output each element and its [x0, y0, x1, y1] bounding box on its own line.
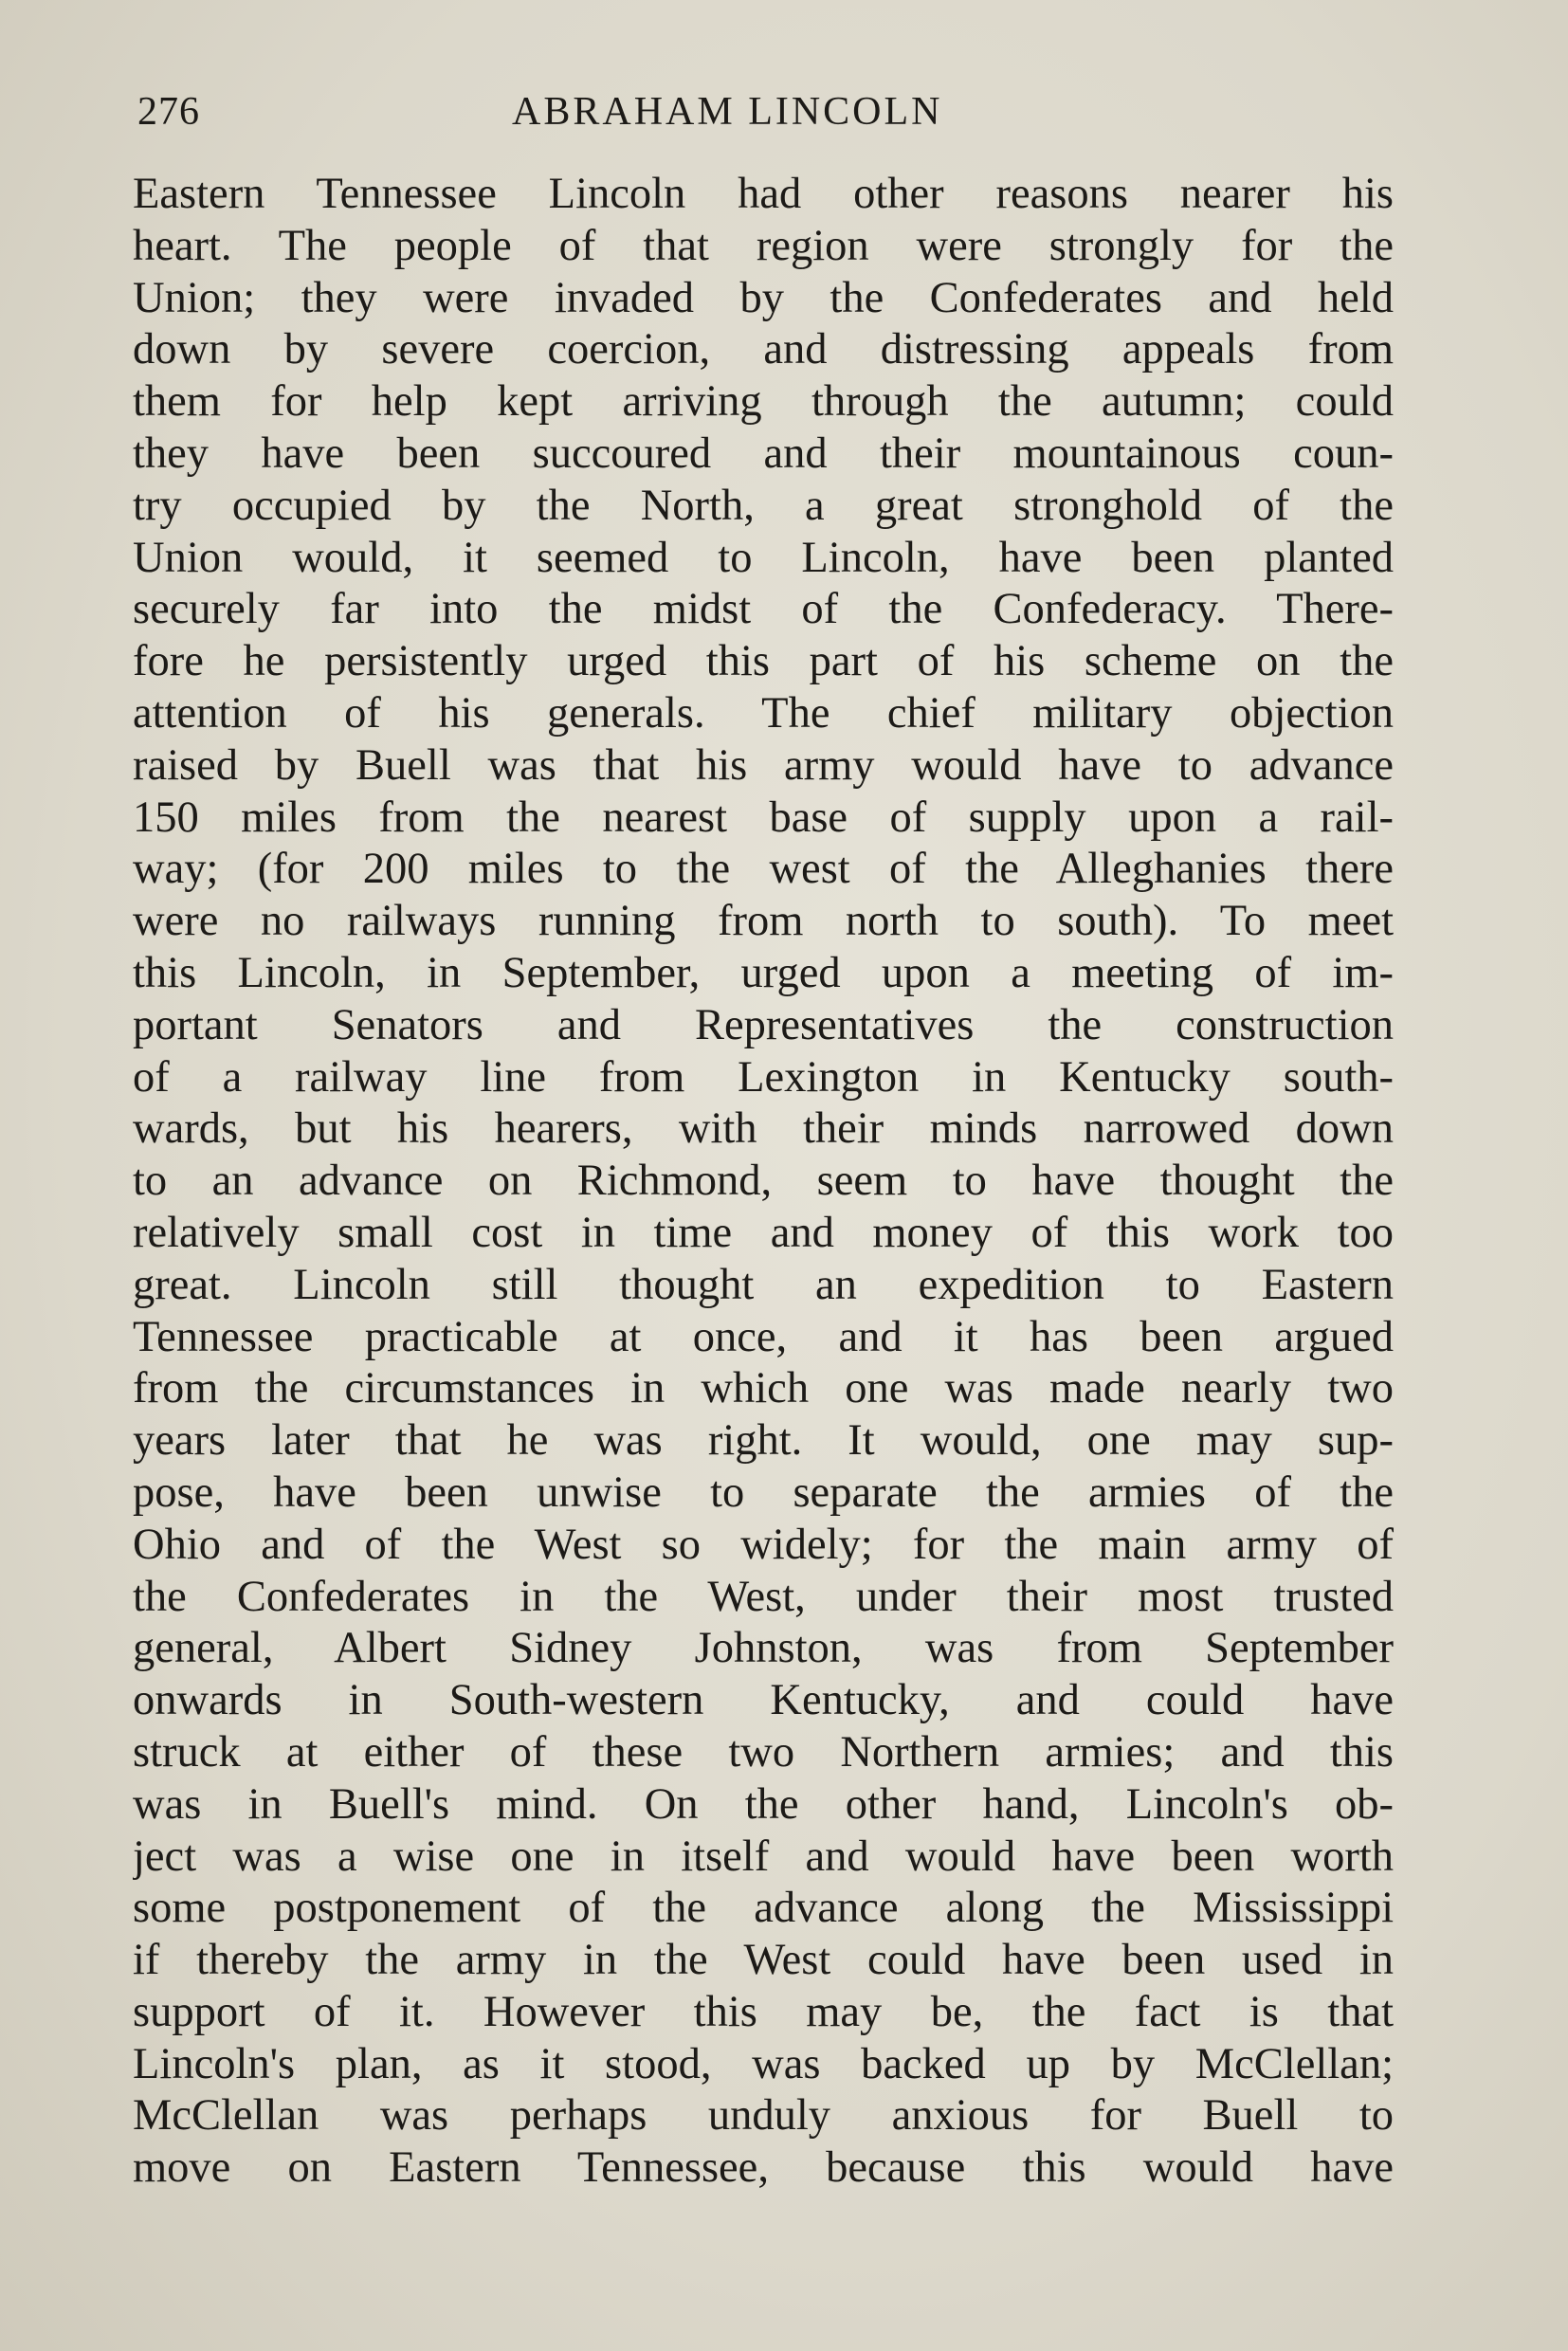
text-line: Union; they were invaded by the Confederates and held [133, 273, 1394, 322]
text-line: to an advance on Richmond, seem to have thought the [133, 1157, 1394, 1206]
text-line: Ohio and of the West so widely; for the main army of [133, 1520, 1394, 1569]
text-line: pose, have been unwise to separate the armies of the [133, 1467, 1394, 1517]
text-line: securely far into the midst of the Confederacy. There- [133, 585, 1394, 634]
text-line: of a railway line from Lexington in Kentucky south- [133, 1052, 1394, 1102]
text-line: Lincoln's plan, as it stood, was backed up by McClellan; [133, 2039, 1394, 2088]
text-line: Union would, it seemed to Lincoln, have been planted [133, 533, 1394, 582]
text-line: onwards in South-western Kentucky, and could have [133, 1676, 1394, 1725]
text-line: attention of his generals. The chief military objection [133, 688, 1394, 738]
text-line: them for help kept arriving through the autumn; could [133, 377, 1394, 427]
text-line: years later that he was right. It would, one may sup- [133, 1416, 1394, 1466]
text-line: the Confederates in the West, under their most trusted [133, 1572, 1394, 1621]
text-line: general, Albert Sidney Johnston, was from September [133, 1624, 1394, 1673]
text-line: raised by Buell was that his army would have to advance [133, 740, 1394, 790]
text-line: was in Buell's mind. On the other hand, Lincoln's ob- [133, 1779, 1394, 1829]
text-line: support of it. However this may be, the fact is that [133, 1987, 1394, 2036]
text-line: 150 miles from the nearest base of supply upon a rail- [133, 793, 1394, 842]
text-line: portant Senators and Representatives the construction [133, 1000, 1394, 1049]
page-number: 276 [137, 90, 200, 134]
text-line: way; (for 200 miles to the west of the Alleghanies there [133, 845, 1394, 894]
text-line: Eastern Tennessee Lincoln had other reasons nearer his [133, 170, 1394, 218]
text-line: ject was a wise one in itself and would have been worth [133, 1832, 1394, 1881]
text-line: move on Eastern Tennessee, because this would have [133, 2143, 1394, 2193]
running-head [137, 83, 1389, 140]
text-line: down by severe coercion, and distressing appeals from [133, 325, 1394, 374]
text-line: from the circumstances in which one was made nearly two [133, 1364, 1394, 1413]
text-line: this Lincoln, in September, urged upon a meeting of im- [133, 948, 1394, 997]
text-line: McClellan was perhaps unduly anxious for Buell to [133, 2091, 1394, 2141]
text-line: heart. The people of that region were strongly for the [133, 221, 1394, 270]
text-line: struck at either of these two Northern armies; and this [133, 1727, 1394, 1777]
text-line: relatively small cost in time and money of this work too [133, 1208, 1394, 1257]
text-line: they have been succoured and their mountainous coun- [133, 428, 1394, 478]
text-line: if thereby the army in the West could have been used in [133, 1936, 1394, 1985]
book-title: ABRAHAM LINCOLN [512, 90, 943, 134]
text-line: some postponement of the advance along the Mississippi [133, 1884, 1394, 1933]
text-line: Tennessee practicable at once, and it has been argued [133, 1312, 1394, 1361]
text-line: try occupied by the North, a great stronghold of the [133, 481, 1394, 530]
text-line: fore he persistently urged this part of his scheme on the [133, 637, 1394, 686]
text-line: great. Lincoln still thought an expedition to Eastern [133, 1260, 1394, 1309]
text-line: wards, but his hearers, with their minds narrowed down [133, 1104, 1394, 1154]
body-text [133, 169, 1394, 2195]
text-line: were no railways running from north to south). To meet [133, 897, 1394, 946]
